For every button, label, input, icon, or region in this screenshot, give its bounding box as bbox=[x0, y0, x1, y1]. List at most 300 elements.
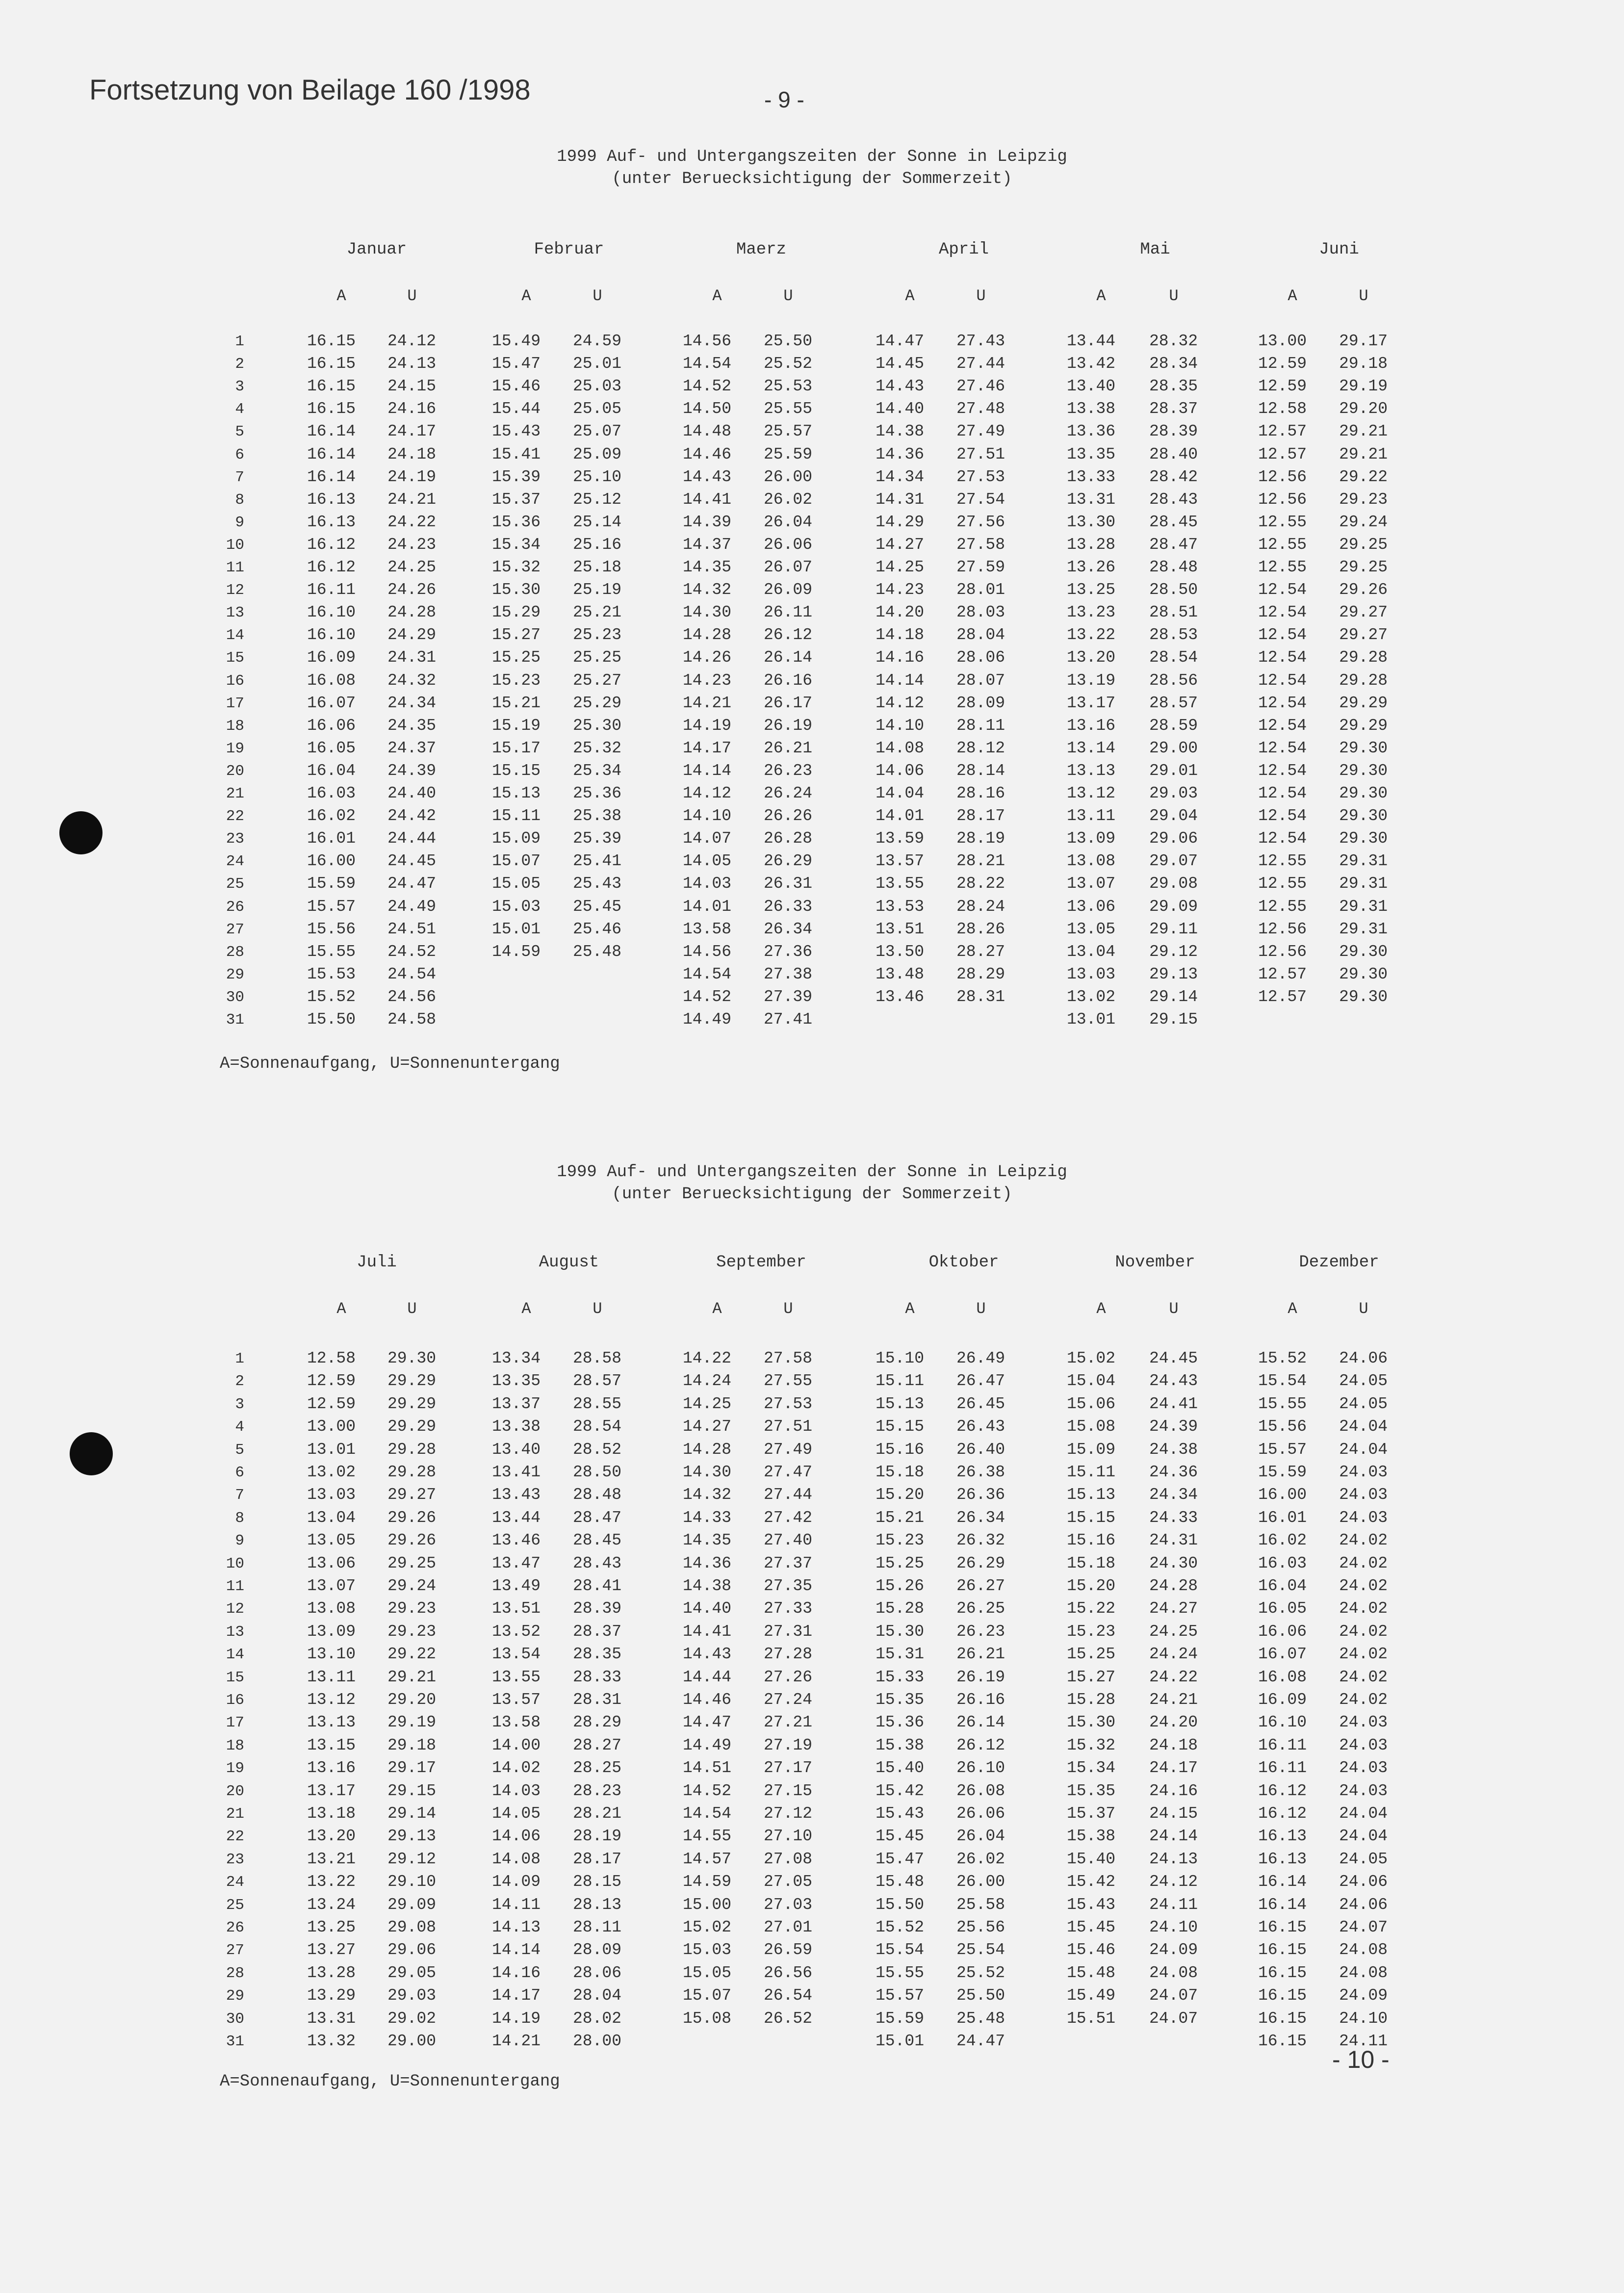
sunset-time: 24.45 bbox=[387, 852, 437, 871]
sunset-time: 25.01 bbox=[573, 355, 622, 373]
sunset-time: 26.04 bbox=[956, 1827, 1005, 1846]
sunrise-time: 15.25 bbox=[876, 1554, 925, 1572]
sunset-time: 25.07 bbox=[573, 422, 622, 441]
sunrise-time: 15.26 bbox=[876, 1577, 925, 1595]
sunrise-time: 13.57 bbox=[492, 1691, 541, 1709]
sunset-time: 24.28 bbox=[387, 603, 437, 622]
day-number: 7 bbox=[235, 1487, 244, 1504]
sunset-time: 24.11 bbox=[1149, 1895, 1198, 1914]
sunset-time: 24.02 bbox=[1339, 1577, 1388, 1595]
sunrise-time: 12.54 bbox=[1258, 648, 1307, 667]
sunset-time: 29.23 bbox=[387, 1599, 437, 1618]
sunset-time: 24.29 bbox=[387, 626, 437, 644]
sunrise-time: 14.06 bbox=[876, 761, 925, 780]
sunset-time: 27.42 bbox=[764, 1508, 813, 1527]
sunset-time: 24.07 bbox=[1339, 1918, 1388, 1936]
sunrise-time: 12.58 bbox=[1258, 400, 1307, 418]
sunrise-time: 13.13 bbox=[1067, 761, 1116, 780]
sunset-time: 28.57 bbox=[573, 1372, 622, 1391]
sunset-time: 25.57 bbox=[764, 422, 813, 441]
sunset-time: 28.52 bbox=[573, 1440, 622, 1459]
sunset-time: 27.01 bbox=[764, 1918, 813, 1936]
sunset-time: 29.13 bbox=[1149, 965, 1198, 983]
sunset-time: 27.48 bbox=[956, 400, 1005, 418]
sunrise-time: 13.30 bbox=[1067, 513, 1116, 531]
sunrise-time: 14.57 bbox=[683, 1850, 732, 1868]
sunset-time: 29.06 bbox=[1149, 829, 1198, 848]
sunrise-time: 15.38 bbox=[876, 1736, 925, 1754]
sunset-time: 27.17 bbox=[764, 1759, 813, 1778]
sunset-time: 29.03 bbox=[387, 1986, 437, 2005]
sunset-time: 24.43 bbox=[1149, 1372, 1198, 1391]
sunset-time: 26.02 bbox=[764, 490, 813, 509]
sunset-time: 29.24 bbox=[1339, 513, 1388, 531]
sunset-time: 26.07 bbox=[764, 558, 813, 576]
sunrise-time: 14.27 bbox=[876, 535, 925, 554]
day-number: 11 bbox=[226, 1578, 244, 1595]
sunset-time: 29.21 bbox=[387, 1668, 437, 1686]
sunset-time: 26.45 bbox=[956, 1394, 1005, 1413]
sunset-time: 26.33 bbox=[764, 897, 813, 916]
sunset-time: 29.23 bbox=[1339, 490, 1388, 509]
sunrise-time: 14.16 bbox=[876, 648, 925, 667]
day-number: 15 bbox=[226, 1669, 244, 1686]
day-number: 31 bbox=[226, 2033, 244, 2050]
sunset-time: 27.58 bbox=[764, 1349, 813, 1367]
sunset-time: 26.21 bbox=[956, 1645, 1005, 1664]
sunset-time: 28.04 bbox=[573, 1986, 622, 2005]
sunset-time: 27.15 bbox=[764, 1781, 813, 1800]
sunrise-time: 14.43 bbox=[876, 377, 925, 396]
sunrise-time: 12.54 bbox=[1258, 626, 1307, 644]
sunset-time: 24.58 bbox=[387, 1010, 437, 1029]
sunset-time: 26.08 bbox=[956, 1781, 1005, 1800]
sunset-time: 29.20 bbox=[387, 1691, 437, 1709]
sunrise-time: 15.20 bbox=[1067, 1577, 1116, 1595]
column-header-sunrise: A bbox=[521, 1300, 531, 1318]
day-number: 30 bbox=[226, 2010, 244, 2028]
sunrise-time: 14.10 bbox=[876, 716, 925, 735]
sunset-time: 29.25 bbox=[387, 1554, 437, 1572]
day-number: 17 bbox=[226, 1714, 244, 1732]
sunrise-time: 14.49 bbox=[683, 1736, 732, 1754]
sunrise-time: 15.32 bbox=[492, 558, 541, 576]
sunset-time: 29.00 bbox=[1149, 739, 1198, 757]
sunset-time: 26.25 bbox=[956, 1599, 1005, 1618]
sunrise-time: 14.38 bbox=[876, 422, 925, 441]
sunset-time: 29.21 bbox=[1339, 445, 1388, 464]
sunrise-time: 14.52 bbox=[683, 1781, 732, 1800]
day-number: 26 bbox=[226, 898, 244, 916]
sunrise-time: 13.40 bbox=[492, 1440, 541, 1459]
sunset-time: 24.59 bbox=[573, 332, 622, 350]
sunset-time: 29.21 bbox=[1339, 422, 1388, 441]
sunset-time: 28.51 bbox=[1149, 603, 1198, 622]
sunrise-time: 16.09 bbox=[1258, 1691, 1307, 1709]
sunset-time: 29.08 bbox=[1149, 875, 1198, 893]
sunrise-time: 13.52 bbox=[492, 1622, 541, 1641]
sunset-time: 26.11 bbox=[764, 603, 813, 622]
sunrise-time: 13.58 bbox=[492, 1713, 541, 1732]
sunrise-time: 14.56 bbox=[683, 942, 732, 961]
day-number: 6 bbox=[235, 446, 244, 464]
sunset-time: 29.29 bbox=[387, 1394, 437, 1413]
sunset-time: 28.31 bbox=[573, 1691, 622, 1709]
sunrise-time: 12.55 bbox=[1258, 558, 1307, 576]
sunrise-time: 16.08 bbox=[307, 671, 356, 690]
day-number: 13 bbox=[226, 604, 244, 622]
sunset-time: 29.26 bbox=[387, 1508, 437, 1527]
day-number: 21 bbox=[226, 1805, 244, 1823]
sunrise-time: 15.22 bbox=[1067, 1599, 1116, 1618]
sunset-time: 24.28 bbox=[1149, 1577, 1198, 1595]
day-number: 1 bbox=[235, 1350, 244, 1367]
sunrise-time: 15.03 bbox=[492, 897, 541, 916]
sunrise-time: 16.11 bbox=[307, 581, 356, 599]
sunrise-time: 14.05 bbox=[492, 1804, 541, 1823]
sunrise-time: 14.01 bbox=[876, 807, 925, 825]
sunrise-time: 15.23 bbox=[492, 671, 541, 690]
day-number: 2 bbox=[235, 1373, 244, 1391]
sunrise-time: 15.50 bbox=[876, 1895, 925, 1914]
sunrise-time: 15.37 bbox=[1067, 1804, 1116, 1823]
sunset-time: 25.30 bbox=[573, 716, 622, 735]
sunrise-time: 14.54 bbox=[683, 355, 732, 373]
sunset-time: 25.56 bbox=[956, 1918, 1005, 1936]
sunrise-time: 16.10 bbox=[307, 603, 356, 622]
sunrise-time: 12.56 bbox=[1258, 490, 1307, 509]
sunset-time: 26.09 bbox=[764, 581, 813, 599]
sunrise-time: 14.47 bbox=[683, 1713, 732, 1732]
sunrise-time: 14.50 bbox=[683, 400, 732, 418]
sunrise-time: 15.52 bbox=[307, 987, 356, 1006]
sunset-time: 24.39 bbox=[387, 761, 437, 780]
sunrise-time: 16.10 bbox=[307, 626, 356, 644]
sunset-time: 24.44 bbox=[387, 829, 437, 848]
sunrise-time: 12.59 bbox=[307, 1394, 356, 1413]
sunset-time: 28.27 bbox=[573, 1736, 622, 1754]
sunrise-time: 14.39 bbox=[683, 513, 732, 531]
sunrise-time: 15.36 bbox=[876, 1713, 925, 1732]
sunset-time: 26.06 bbox=[764, 535, 813, 554]
sunset-time: 26.23 bbox=[764, 761, 813, 780]
sunset-time: 26.14 bbox=[956, 1713, 1005, 1732]
sunset-time: 29.02 bbox=[387, 2009, 437, 2028]
sunrise-time: 14.02 bbox=[492, 1759, 541, 1778]
sunset-time: 26.12 bbox=[764, 626, 813, 644]
sunrise-time: 14.09 bbox=[492, 1873, 541, 1891]
sunrise-time: 16.06 bbox=[1258, 1622, 1307, 1641]
sunset-time: 29.15 bbox=[387, 1781, 437, 1800]
sunset-time: 27.38 bbox=[764, 965, 813, 983]
sunrise-time: 13.17 bbox=[1067, 694, 1116, 712]
sunset-time: 28.54 bbox=[573, 1417, 622, 1436]
sunrise-time: 14.45 bbox=[876, 355, 925, 373]
sunrise-time: 14.21 bbox=[492, 2032, 541, 2050]
sunrise-time: 15.28 bbox=[876, 1599, 925, 1618]
sunset-time: 29.14 bbox=[1149, 987, 1198, 1006]
sunrise-time: 15.54 bbox=[1258, 1372, 1307, 1391]
sunset-time: 24.31 bbox=[387, 648, 437, 667]
sunset-time: 24.37 bbox=[387, 739, 437, 757]
sunrise-time: 15.10 bbox=[876, 1349, 925, 1367]
day-number: 15 bbox=[226, 649, 244, 667]
sunrise-time: 16.14 bbox=[1258, 1873, 1307, 1891]
sunset-time: 27.51 bbox=[956, 445, 1005, 464]
sunrise-time: 15.27 bbox=[1067, 1668, 1116, 1686]
sunrise-time: 16.12 bbox=[1258, 1804, 1307, 1823]
sunset-time: 29.19 bbox=[387, 1713, 437, 1732]
day-number: 23 bbox=[226, 830, 244, 848]
sunrise-time: 13.03 bbox=[1067, 965, 1116, 983]
sunset-time: 24.03 bbox=[1339, 1463, 1388, 1481]
sunrise-time: 15.25 bbox=[492, 648, 541, 667]
sunrise-time: 15.15 bbox=[876, 1417, 925, 1436]
day-number: 25 bbox=[226, 876, 244, 893]
sunrise-time: 14.38 bbox=[683, 1577, 732, 1595]
sunrise-time: 15.30 bbox=[876, 1622, 925, 1641]
sunrise-time: 15.49 bbox=[1067, 1986, 1116, 2005]
sunrise-time: 12.57 bbox=[1258, 965, 1307, 983]
sunrise-time: 13.26 bbox=[1067, 558, 1116, 576]
sunset-time: 25.16 bbox=[573, 535, 622, 554]
sunrise-time: 13.12 bbox=[1067, 784, 1116, 802]
sunrise-time: 13.38 bbox=[492, 1417, 541, 1436]
sunrise-time: 14.55 bbox=[683, 1827, 732, 1846]
day-number: 19 bbox=[226, 1760, 244, 1778]
sunset-time: 24.24 bbox=[1149, 1645, 1198, 1664]
sunrise-time: 14.08 bbox=[492, 1850, 541, 1868]
sunrise-time: 16.15 bbox=[307, 355, 356, 373]
column-header-sunrise: A bbox=[1288, 1300, 1297, 1318]
section-1-title: 1999 Auf- und Untergangszeiten der Sonne in Leipzig bbox=[557, 148, 1067, 166]
sunrise-time: 13.25 bbox=[1067, 581, 1116, 599]
sunset-time: 29.22 bbox=[1339, 467, 1388, 486]
month-header: Maerz bbox=[736, 240, 787, 259]
sunset-time: 28.24 bbox=[956, 897, 1005, 916]
sunset-time: 26.23 bbox=[956, 1622, 1005, 1641]
sunrise-time: 15.51 bbox=[1067, 2009, 1116, 2028]
sunrise-time: 15.56 bbox=[1258, 1417, 1307, 1436]
sunrise-time: 15.05 bbox=[683, 1963, 732, 1982]
sunset-time: 28.26 bbox=[956, 920, 1005, 938]
sunrise-time: 14.26 bbox=[683, 648, 732, 667]
sunrise-time: 12.54 bbox=[1258, 603, 1307, 622]
sunrise-time: 15.43 bbox=[492, 422, 541, 441]
sunset-time: 24.21 bbox=[387, 490, 437, 509]
day-number: 4 bbox=[235, 401, 244, 418]
sunrise-time: 14.13 bbox=[492, 1918, 541, 1936]
sunrise-time: 13.09 bbox=[307, 1622, 356, 1641]
sunset-time: 28.21 bbox=[956, 852, 1005, 871]
sunset-time: 25.53 bbox=[764, 377, 813, 396]
sunset-time: 24.07 bbox=[1149, 1986, 1198, 2005]
sunset-time: 28.23 bbox=[573, 1781, 622, 1800]
sunrise-time: 12.56 bbox=[1258, 942, 1307, 961]
sunrise-time: 15.16 bbox=[1067, 1531, 1116, 1550]
sunset-time: 24.33 bbox=[1149, 1508, 1198, 1527]
sunrise-time: 15.57 bbox=[876, 1986, 925, 2005]
sunrise-time: 13.33 bbox=[1067, 467, 1116, 486]
sunrise-time: 14.56 bbox=[683, 332, 732, 350]
day-number: 29 bbox=[226, 1987, 244, 2005]
sunrise-time: 16.00 bbox=[1258, 1486, 1307, 1504]
sunrise-time: 13.35 bbox=[492, 1372, 541, 1391]
sunrise-time: 12.55 bbox=[1258, 535, 1307, 554]
sunrise-time: 14.40 bbox=[683, 1599, 732, 1618]
sunset-time: 24.08 bbox=[1339, 1963, 1388, 1982]
sunset-time: 28.48 bbox=[573, 1486, 622, 1504]
section-1-legend: A=Sonnenaufgang, U=Sonnenuntergang bbox=[220, 1055, 560, 1073]
sunset-time: 28.39 bbox=[573, 1599, 622, 1618]
sunset-time: 24.04 bbox=[1339, 1827, 1388, 1846]
day-number: 5 bbox=[235, 1441, 244, 1459]
sunrise-time: 14.25 bbox=[683, 1394, 732, 1413]
sunrise-time: 15.53 bbox=[307, 965, 356, 983]
sunset-time: 29.08 bbox=[387, 1918, 437, 1936]
sunset-time: 24.18 bbox=[1149, 1736, 1198, 1754]
sunset-time: 29.03 bbox=[1149, 784, 1198, 802]
sunset-time: 28.50 bbox=[573, 1463, 622, 1481]
day-number: 17 bbox=[226, 695, 244, 712]
sunrise-time: 15.43 bbox=[876, 1804, 925, 1823]
sunset-time: 28.09 bbox=[573, 1941, 622, 1959]
month-header: Dezember bbox=[1299, 1253, 1379, 1272]
sunset-time: 29.28 bbox=[1339, 648, 1388, 667]
sunset-time: 27.51 bbox=[764, 1417, 813, 1436]
sunset-time: 24.06 bbox=[1339, 1873, 1388, 1891]
sunrise-time: 15.48 bbox=[1067, 1963, 1116, 1982]
sunset-time: 27.03 bbox=[764, 1895, 813, 1914]
sunrise-time: 15.13 bbox=[1067, 1486, 1116, 1504]
sunset-time: 29.09 bbox=[387, 1895, 437, 1914]
sunrise-time: 16.04 bbox=[307, 761, 356, 780]
sunset-time: 24.03 bbox=[1339, 1736, 1388, 1754]
sunrise-time: 14.24 bbox=[683, 1372, 732, 1391]
sunset-time: 28.29 bbox=[573, 1713, 622, 1732]
sunrise-time: 12.55 bbox=[1258, 852, 1307, 871]
sunset-time: 26.00 bbox=[956, 1873, 1005, 1891]
sunset-time: 26.04 bbox=[764, 513, 813, 531]
sunrise-time: 15.47 bbox=[876, 1850, 925, 1868]
day-number: 10 bbox=[226, 536, 244, 554]
sunset-time: 26.12 bbox=[956, 1736, 1005, 1754]
sunset-time: 29.31 bbox=[1339, 852, 1388, 871]
sunrise-time: 12.56 bbox=[1258, 467, 1307, 486]
sunset-time: 24.13 bbox=[387, 355, 437, 373]
sunset-time: 24.18 bbox=[387, 445, 437, 464]
sunset-time: 25.41 bbox=[573, 852, 622, 871]
sunset-time: 29.30 bbox=[387, 1349, 437, 1367]
sunset-time: 26.34 bbox=[956, 1508, 1005, 1527]
sunset-time: 27.53 bbox=[956, 467, 1005, 486]
sunrise-time: 15.41 bbox=[492, 445, 541, 464]
sunrise-time: 13.46 bbox=[876, 987, 925, 1006]
footer-page-number: - 10 - bbox=[1332, 2046, 1390, 2073]
sunrise-time: 16.13 bbox=[1258, 1850, 1307, 1868]
sunrise-time: 12.58 bbox=[307, 1349, 356, 1367]
day-number: 22 bbox=[226, 808, 244, 825]
sunset-time: 29.11 bbox=[1149, 920, 1198, 938]
sunrise-time: 15.31 bbox=[876, 1645, 925, 1664]
sunset-time: 24.52 bbox=[387, 942, 437, 961]
sunset-time: 28.35 bbox=[573, 1645, 622, 1664]
sunset-time: 25.50 bbox=[956, 1986, 1005, 2005]
sunrise-time: 12.54 bbox=[1258, 784, 1307, 802]
sunrise-time: 16.08 bbox=[1258, 1668, 1307, 1686]
sunrise-time: 15.21 bbox=[492, 694, 541, 712]
sunset-time: 25.59 bbox=[764, 445, 813, 464]
sunrise-time: 13.48 bbox=[876, 965, 925, 983]
sunrise-time: 14.12 bbox=[683, 784, 732, 802]
sunrise-time: 13.58 bbox=[683, 920, 732, 938]
sunrise-time: 14.04 bbox=[876, 784, 925, 802]
sunrise-time: 15.25 bbox=[1067, 1645, 1116, 1664]
sunset-time: 24.02 bbox=[1339, 1645, 1388, 1664]
sunrise-time: 13.41 bbox=[492, 1463, 541, 1481]
sunrise-time: 16.03 bbox=[1258, 1554, 1307, 1572]
sunset-time: 25.55 bbox=[764, 400, 813, 418]
sunrise-time: 13.40 bbox=[1067, 377, 1116, 396]
sunset-time: 27.33 bbox=[764, 1599, 813, 1618]
sunrise-time: 14.20 bbox=[876, 603, 925, 622]
sunset-time: 24.09 bbox=[1339, 1986, 1388, 2005]
sunrise-time: 15.55 bbox=[876, 1963, 925, 1982]
sunrise-time: 14.06 bbox=[492, 1827, 541, 1846]
sunset-time: 26.47 bbox=[956, 1372, 1005, 1391]
sunrise-time: 14.19 bbox=[492, 2009, 541, 2028]
sunrise-time: 14.46 bbox=[683, 1691, 732, 1709]
sunset-time: 28.54 bbox=[1149, 648, 1198, 667]
column-header-sunrise: A bbox=[905, 1300, 915, 1318]
sunset-time: 24.03 bbox=[1339, 1781, 1388, 1800]
month-header: Januar bbox=[346, 240, 407, 259]
section-1-subtitle: (unter Beruecksichtigung der Sommerzeit) bbox=[612, 170, 1012, 188]
sunrise-time: 14.35 bbox=[683, 1531, 732, 1550]
sunset-time: 27.19 bbox=[764, 1736, 813, 1754]
sunrise-time: 12.57 bbox=[1258, 422, 1307, 441]
day-number: 24 bbox=[226, 1874, 244, 1891]
column-header-sunset: U bbox=[593, 287, 602, 305]
sunrise-time: 15.09 bbox=[1067, 1440, 1116, 1459]
sunrise-time: 15.08 bbox=[683, 2009, 732, 2028]
column-header-sunset: U bbox=[1359, 287, 1368, 305]
sunset-time: 29.00 bbox=[387, 2032, 437, 2050]
sunrise-time: 14.28 bbox=[683, 1440, 732, 1459]
sunset-time: 26.31 bbox=[764, 875, 813, 893]
day-number: 11 bbox=[226, 559, 244, 576]
sunset-time: 27.28 bbox=[764, 1645, 813, 1664]
sunrise-time: 14.43 bbox=[683, 1645, 732, 1664]
sunrise-time: 13.17 bbox=[307, 1781, 356, 1800]
sunrise-time: 13.06 bbox=[307, 1554, 356, 1572]
sunset-time: 29.18 bbox=[1339, 355, 1388, 373]
sunset-time: 29.31 bbox=[1339, 897, 1388, 916]
sunrise-time: 15.56 bbox=[307, 920, 356, 938]
day-number: 4 bbox=[235, 1418, 244, 1436]
sunrise-time: 16.05 bbox=[307, 739, 356, 757]
sunrise-time: 14.52 bbox=[683, 987, 732, 1006]
sunrise-time: 16.13 bbox=[307, 513, 356, 531]
sunrise-time: 16.15 bbox=[1258, 1941, 1307, 1959]
sunrise-time: 13.57 bbox=[876, 852, 925, 871]
column-header-sunrise: A bbox=[1288, 287, 1297, 305]
sunset-time: 24.31 bbox=[1149, 1531, 1198, 1550]
sunrise-time: 15.07 bbox=[683, 1986, 732, 2005]
sunrise-time: 13.05 bbox=[1067, 920, 1116, 938]
sunset-time: 29.31 bbox=[1339, 875, 1388, 893]
section-2-subtitle: (unter Beruecksichtigung der Sommerzeit) bbox=[612, 1185, 1012, 1204]
